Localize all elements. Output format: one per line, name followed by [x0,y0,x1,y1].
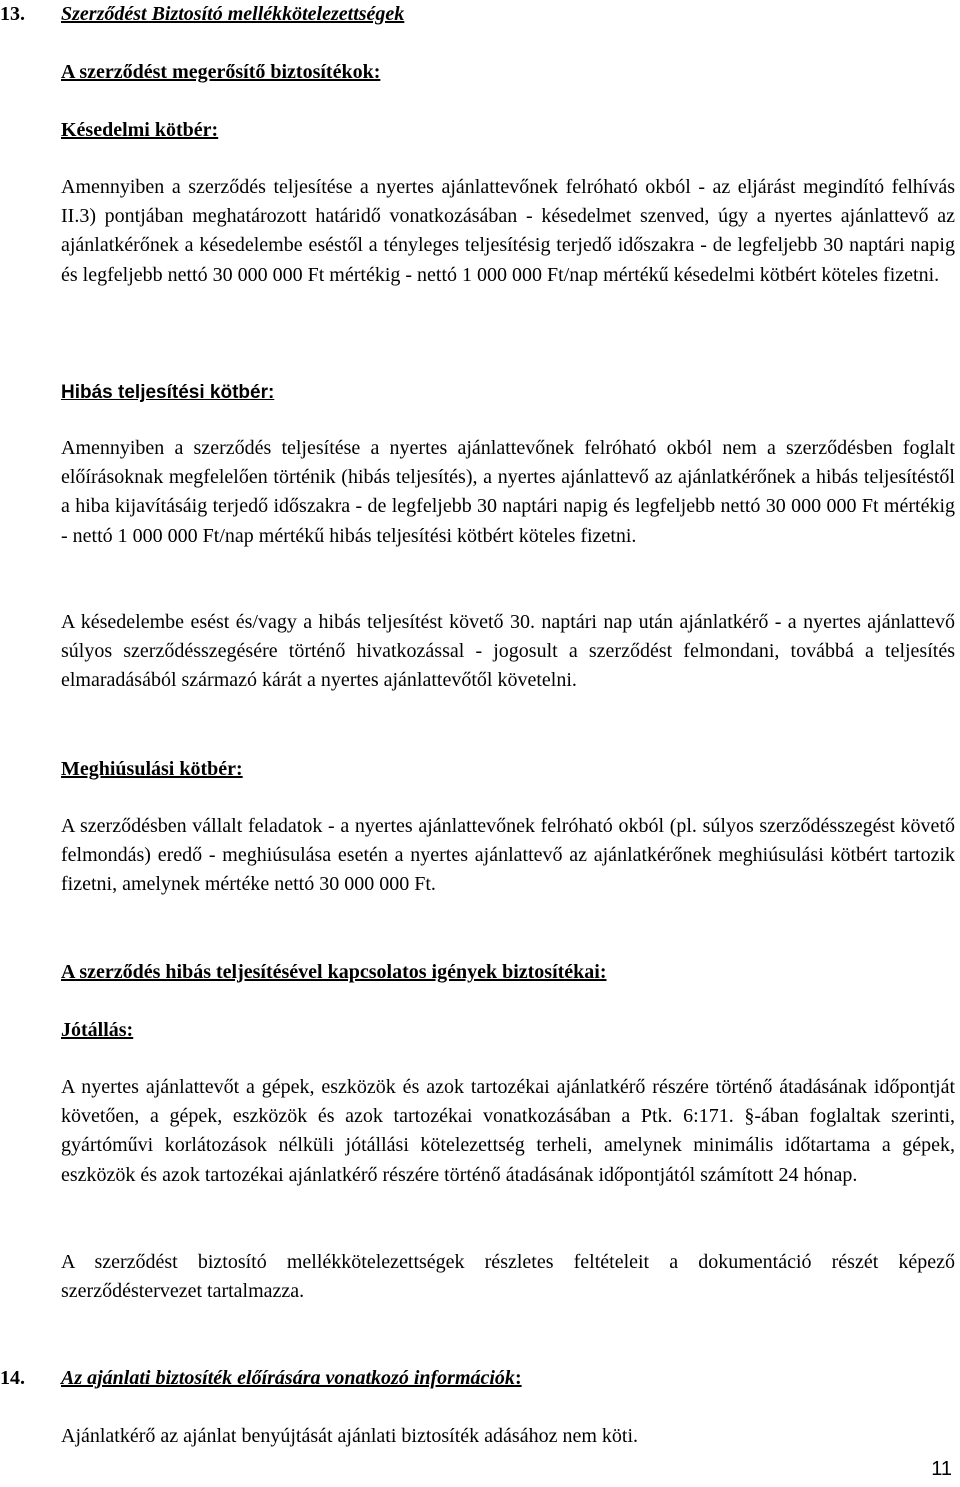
section-13-title: Szerződést Biztosító mellékkötelezettségek [61,3,405,25]
section-14-title-text: Az ajánlati biztosíték előírására vonatkozó információk [61,1367,515,1389]
late-penalty-text: Amennyiben a szerződés teljesítése a nyertes ajánlattevőnek felróható okból - az eljárást megindító felhívás II.3) pontjában meghatározott határidő vonatkozásában - késedelmet szenved, úgy a nyertes ajánlattevő az ajánlatkérőnek a késedelembe eséstől a tényleges teljesítésig terjedő időszakra - de legfeljebb 30 naptári napig és legfeljebb nettó 30 000 000 Ft mértékig - nettó 1 000 000 Ft/nap mértékű késedelmi kötbért köteles fizetni. [61,176,955,286]
claims-guarantees-heading: A szerződés hibás teljesítésével kapcsolatos igények biztosítékai: [61,961,607,983]
details-text: A szerződést biztosító mellékkötelezettségek részletes feltételeit a dokumentáció részét képező szerződéstervezet tartalmazza. [61,1251,955,1303]
bid-security-text: Ajánlatkérő az ajánlat benyújtását ajánlati biztosíték adásához nem köti. [61,1425,639,1447]
failure-penalty-heading: Meghiúsulási kötbér: [61,758,243,780]
termination-text: A késedelembe esést és/vagy a hibás teljesítést követő 30. naptári nap után ajánlatkérő - a nyertes ajánlattevő súlyos szerződésszegésére történő hivatkozással - jogosult a szerződést felmondani, továbbá a teljesítés elmaradásából származó kárát a nyertes ajánlattevőtől követelni. [61,611,955,692]
section-14-title-colon: : [514,1367,522,1389]
page-number: 11 [931,1458,952,1480]
section-14-title [61,1364,522,1393]
faulty-performance-heading: Hibás teljesítési kötbér: [61,382,275,403]
warranty-text: A nyertes ajánlattevőt a gépek, eszközök és azok tartozékai ajánlatkérő részére történő átadásának időpontját követően, a gépek, eszközök és azok tartozékai vonatkozásában a Ptk. 6:171. §-ában foglaltak szerinti, gyártóművi korlátozások nélküli jótállási kötelezettség terheli, amelynek minimális időtartama a gépek, eszközök és azok tartozékai ajánlatkérő részére történő átadásának időpontjától számított 24 hónap. [61,1076,955,1186]
section-14-number: 14. [0,1367,25,1389]
late-penalty-heading: Késedelmi kötbér: [61,119,219,141]
faulty-performance-text: Amennyiben a szerződés teljesítése a nyertes ajánlattevőnek felróható okból nem a szerződésben foglalt előírásoknak megfelelően történik (hibás teljesítés), a nyertes ajánlattevő az ajánlatkérőnek a hibás teljesítéstől a hiba kijavításáig terjedő időszakra - de legfeljebb 30 naptári napig és legfeljebb nettó 30 000 000 Ft mértékig - nettó 1 000 000 Ft/nap mértékű hibás teljesítési kötbért köteles fizetni. [61,437,955,547]
failure-penalty-text: A szerződésben vállalt feladatok - a nyertes ajánlattevőnek felróható okból (pl. súlyos szerződésszegést követő felmondás) eredő - meghiúsulása esetén a nyertes ajánlattevő az ajánlatkérőnek meghiúsulási kötbért tartozik fizetni, amelynek mértéke nettó 30 000 000 Ft. [61,815,955,896]
warranty-heading: Jótállás: [61,1019,134,1041]
section-13-number: 13. [0,3,25,25]
guarantees-heading: A szerződést megerősítő biztosítékok: [61,61,381,83]
